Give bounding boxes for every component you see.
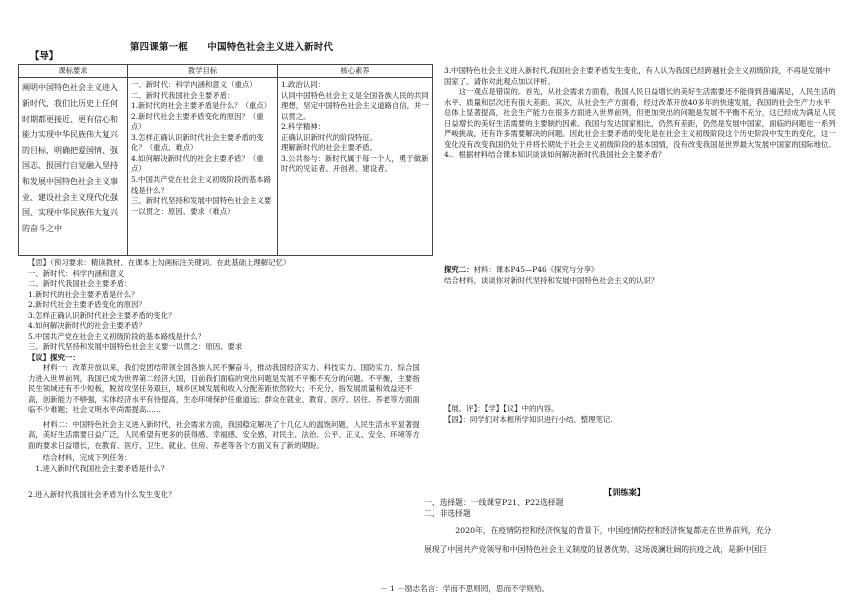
question-four: 4.．根据材料结合课本知识谈谈如何解决新时代我国社会主要矛盾？	[444, 150, 666, 160]
q3-section	[444, 66, 836, 161]
goal-line: 三、新时代坚持和发展中国特色社会主义要一以贯之：原因、要求（难点）	[131, 196, 272, 216]
goal-line: 2.新时代社会主要矛盾变化的原因？（重点）	[131, 111, 264, 132]
curriculum-cell: 阐明中国特色社会主义进入新时代，我们比历史上任何时期都更接近、更有信心和能力实现中华民族伟大复兴的目标，明确把爱国情、强国志、报国行自觉融入坚持和发展中国特色社会主义事业、建设社会主义现代化强国、实现中华民族伟大复兴的奋斗之中	[19, 78, 128, 256]
task-intro: 结合材料，完成下列任务：	[42, 453, 132, 463]
goals-cell	[128, 78, 278, 256]
dao-label: 【导】	[30, 51, 59, 62]
zhan-line: 【展、评】：【学】【议】中的内容。	[444, 404, 559, 413]
outline-line: 三、新时代坚持和发展中国特色社会主义要一以贯之：原因、要求	[28, 342, 243, 352]
question-three: 3.中国特色社会主义进入新时代,我国社会主要矛盾发生变化，有人认为我国已经跨越社会主义初级阶段，不再是发展中国家了。请你对此观点加以评析。	[444, 66, 831, 86]
para-2020-line: 展现了中国共产党领导和中国特色社会主义制度的显著优势，这场波澜壮阔的抗疫之战，是新中国巨	[424, 545, 768, 555]
outline-line: 4.如何解决新时代的社会主要矛盾？	[28, 321, 146, 331]
tanjiu-two-material: 材料：课本P45—P46《探究与分享》	[473, 265, 599, 274]
goal-line: 3.怎样正确认识新时代社会主要矛盾的变化？（重点、难点）	[131, 132, 264, 153]
training-section	[424, 497, 836, 555]
yi-heading: 【议】探究一：	[28, 352, 80, 362]
question-one: 1.进入新时代我国社会主要矛盾是什么？	[35, 463, 169, 473]
question-three-answer: 这一观点是错误的。首先，从社会需求方面看，我国人民日益增长的美好生活需要还不能得到普遍满足，人民生活的水平、质量和层次还有很大差距。其次，从社会生产方面看，经过改革开放40多年的快速发展，我国的社会生产力水平总体上显著提高，社会生产能力在很多方面进入世界前列，但更加突出的问题是发展不平衡不充分，这已经成为满足人民日益增长的美好生活需要的主要制约因素。我国与发达国家相比，仍然有差距，仍然是发展中国家，面临的问题也一系列严峻挑战，还有许多需要解决的问题。因此社会主要矛盾的变化是在社会主义初级阶段这个历史阶段中发生的变化，这一变化没有改变我国仍处于并将长期处于社会主义初级阶段的基本国情，没有改变我国是世界最大发展中国家的国际地位。	[444, 87, 836, 149]
outline-line: 一、新时代：科学内涵和意义	[28, 268, 125, 278]
header-literacy: 核心素养	[278, 65, 433, 78]
choice-line: 一、选择题：一线课堂P21、P22选择题	[424, 498, 564, 507]
outline-line: 2.新时代社会主要矛盾变化的原因？	[28, 300, 146, 310]
outline-line: 3.怎样正确认识新时代社会主要矛盾的变化？	[28, 310, 176, 320]
page-footer: － 1 －励志名言：学而不思则罔，思而不学则殆。	[380, 584, 550, 593]
zhan-gu-section	[444, 404, 836, 425]
literacy-line: 1.政治认同：	[281, 80, 326, 90]
literacy-line: 正确认识新时代的阶段特征。	[281, 132, 378, 142]
literacy-cell	[278, 78, 433, 256]
literacy-line: 2.科学精神：	[281, 122, 326, 132]
outline-line: 二、新时代我国社会主要矛盾：	[28, 279, 132, 289]
outline-line: 5.中国共产党在社会主义初级阶段的基本路线是什么？	[28, 331, 206, 341]
si-intro: 【思】（预习要求：精读教材、在课本上勾画标注关键词、在此基础上理解记忆）	[28, 258, 291, 267]
si-section	[28, 258, 426, 501]
header-curriculum: 课标要求	[19, 65, 128, 78]
goal-line: 1.新时代的社会主要矛盾是什么？（重点）	[131, 101, 272, 111]
table-header-row	[19, 65, 433, 78]
tanjiu-two-question: 结合材料，谈谈你对新时代坚持和发展中国特色社会主义的认识？	[444, 275, 659, 285]
header-goals: 教学目标	[128, 65, 278, 78]
goals-table	[18, 64, 433, 256]
table-row	[19, 78, 433, 256]
goal-line: 5.中国共产党在社会主义初级阶段的基本路线是什么？	[131, 175, 272, 195]
literacy-line: 认同中国特色社会主义是全国各族人民的共同理想，坚定中国特色社会主义道路自信，并一以贯之。	[281, 90, 429, 121]
material-two: 材料二：中国特色社会主义进入新时代，社会需求方面，我国稳定解决了十几亿人的温饱问题，人民生活水平显著提高，美好生活需要日益广泛，人民希望有更多的获得感、幸福感、安全感，对民主、法治、公平、正义、安全、环境等方面的要求日益增长，在教育、医疗、卫生、就业、住房、养老等各个方面又有了新的期盼。	[28, 419, 420, 450]
training-heading: 【训练案】	[604, 487, 645, 497]
page-title: 第四课第一框 中国特色社会主义进入新时代	[130, 42, 334, 53]
gu-line: 【固】：同学们对本框所学知识进行小结、整理笔记.	[444, 414, 613, 424]
tanjiu-two-section	[444, 265, 836, 286]
goal-line: 二、新时代我国社会主要矛盾：	[131, 90, 235, 100]
non-choice-line: 二、非选择题	[424, 509, 471, 519]
goal-line: 一、新时代：科学内涵和意义（重点）	[131, 80, 257, 90]
tanjiu-two-label: 探究二：	[444, 265, 474, 274]
material-one: 材料一：改革开放以来，我们党团结带领全国各族人民不懈奋斗，推动我国经济实力、科技实力、国防实力、综合国力进入世界前列，我国已成为世界第二经济大国，目前我们面临的突出问题是发展不平衡不充分的问题。不平衡，主要指民生领域还有不少短板，脱贫攻坚任务艰巨，城乡区域发展和收入分配差距依然较大；不充分，指发展质量和效益还不高，创新能力不够强，实体经济水平有待提高，生态环境保护任重道远；群众在就业、教育、医疗、居住、养老等方面面临不少难题；社会文明水平尚需提高……	[28, 363, 420, 415]
question-two: 2.进入新时代我国社会矛盾为什么发生变化？	[28, 490, 176, 500]
goal-line: 4.如何解决新时代的社会主要矛盾？（重点）	[131, 153, 264, 174]
literacy-line: 3.公共参与：新时代属于每一个人，勇于做新时代的见证者、开创者、建设者。	[281, 153, 429, 174]
literacy-line: 理解新时代的社会主要矛盾。	[281, 143, 378, 153]
outline-line: 1.新时代的社会主要矛盾是什么？	[28, 289, 139, 299]
para-2020-line: 2020年，在疫情防控和经济恢复的背景下，中国疫情防控和经济恢复都走在世界前列，充分	[455, 526, 772, 536]
